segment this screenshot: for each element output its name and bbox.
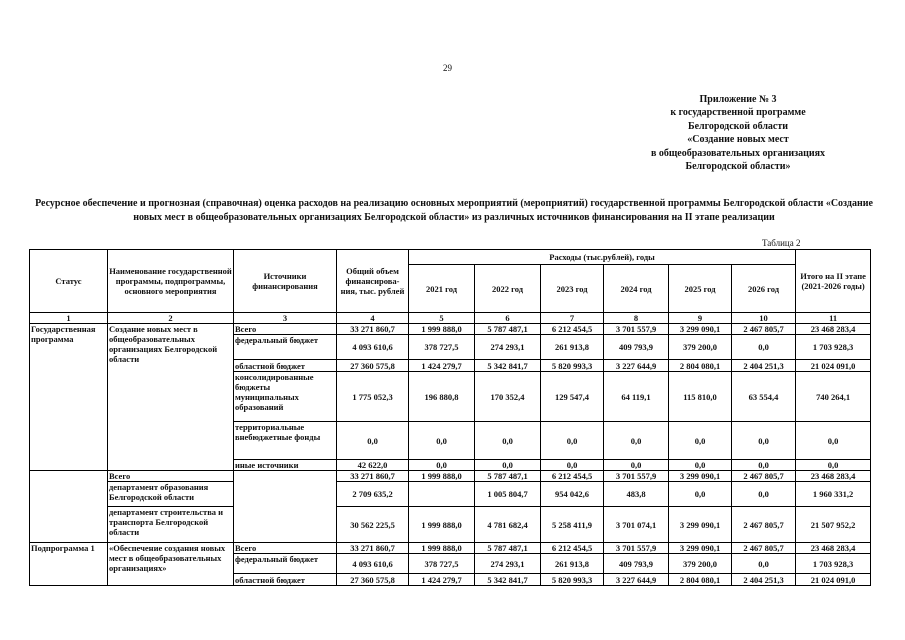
value-cell: 0,0 [604, 460, 669, 471]
value-cell: 1 424 279,7 [409, 360, 475, 372]
value-cell: 1 960 331,2 [796, 482, 871, 507]
executor-cell: Всего [108, 471, 234, 482]
document-title: Ресурсное обеспечение и прогнозная (справочная) оценка расходов на реализацию основных мероприятий (мероприятий) государственной программы Белгородской области «Создание новых мест в общеобразовательных организациях Белгородской области» из различных источников финансирования на II этапе реализации [35, 198, 873, 223]
table-row [30, 471, 871, 482]
value-cell: 27 360 575,8 [337, 360, 409, 372]
appendix-line: в общеобразовательных организациях [650, 147, 826, 159]
table-row [30, 324, 871, 335]
header-year: 2021 год [409, 265, 475, 313]
value-cell: 1 424 279,7 [409, 574, 475, 586]
value-cell: 1 703 928,3 [796, 335, 871, 360]
empty-source-cell [234, 471, 337, 543]
value-cell: 0,0 [732, 422, 796, 460]
value-cell: 21 507 952,2 [796, 507, 871, 543]
sub-name: «Обеспечение создания новых мест в общеобразовательных организациях» [108, 543, 234, 586]
gp-name: Создание новых мест в общеобразовательных организациях Белгородской области [108, 324, 234, 471]
value-cell: 1 775 052,3 [337, 372, 409, 422]
value-cell: 378 727,5 [409, 335, 475, 360]
header-sources: Источники финансирования [234, 250, 337, 313]
value-cell: 21 024 091,0 [796, 360, 871, 372]
value-cell: 4 093 610,6 [337, 554, 409, 574]
value-cell: 0,0 [409, 460, 475, 471]
column-number: 10 [732, 313, 796, 324]
value-cell: 1 999 888,0 [409, 507, 475, 543]
header-itog: Итого на II этапе (2021-2026 годы) [796, 250, 871, 313]
value-cell: 21 024 091,0 [796, 574, 871, 586]
value-cell: 5 258 411,9 [541, 507, 604, 543]
value-cell: 274 293,1 [475, 554, 541, 574]
header-row [30, 250, 871, 265]
value-cell: 1 999 888,0 [409, 543, 475, 554]
appendix-line: к государственной программе [670, 107, 806, 119]
header-year: 2026 год [732, 265, 796, 313]
value-cell: 0,0 [475, 460, 541, 471]
value-cell: 23 468 283,4 [796, 324, 871, 335]
value-cell: 3 701 557,9 [604, 324, 669, 335]
appendix-line: Приложение № 3 [699, 94, 777, 105]
value-cell: 0,0 [604, 422, 669, 460]
value-cell: 2 404 251,3 [732, 360, 796, 372]
executor-cell: департамент строительства и транспорта Белгородской области [108, 507, 234, 543]
source-cell: федеральный бюджет [234, 335, 337, 360]
value-cell: 196 880,8 [409, 372, 475, 422]
value-cell: 0,0 [732, 482, 796, 507]
column-number: 11 [796, 313, 871, 324]
value-cell: 1 999 888,0 [409, 471, 475, 482]
value-cell: 5 787 487,1 [475, 471, 541, 482]
value-cell: 30 562 225,5 [337, 507, 409, 543]
value-cell: 4 093 610,6 [337, 335, 409, 360]
header-status: Статус [30, 250, 108, 313]
value-cell: 740 264,1 [796, 372, 871, 422]
value-cell: 5 787 487,1 [475, 324, 541, 335]
appendix-line: Белгородской области [687, 120, 789, 132]
value-cell: 23 468 283,4 [796, 543, 871, 554]
value-cell: 2 467 805,7 [732, 507, 796, 543]
value-cell: 1 005 804,7 [475, 482, 541, 507]
value-cell: 3 299 090,1 [669, 471, 732, 482]
value-cell: 0,0 [732, 335, 796, 360]
value-cell: 3 227 644,9 [604, 360, 669, 372]
value-cell: 379 200,0 [669, 554, 732, 574]
value-cell: 129 547,4 [541, 372, 604, 422]
value-cell: 2 804 080,1 [669, 574, 732, 586]
value-cell: 274 293,1 [475, 335, 541, 360]
column-number: 5 [409, 313, 475, 324]
column-number-row [30, 313, 871, 324]
source-cell: иные источники [234, 460, 337, 471]
value-cell: 0,0 [541, 422, 604, 460]
value-cell: 0,0 [796, 460, 871, 471]
value-cell: 63 554,4 [732, 372, 796, 422]
column-number: 2 [108, 313, 234, 324]
value-cell: 2 709 635,2 [337, 482, 409, 507]
resource-table [29, 249, 871, 586]
value-cell: 1 703 928,3 [796, 554, 871, 574]
source-cell: территориальные внебюджетные фонды [234, 422, 337, 460]
column-number: 3 [234, 313, 337, 324]
value-cell: 33 271 860,7 [337, 324, 409, 335]
header-total: Общий объем финансирова-ния, тыс. рублей [337, 250, 409, 313]
header-name: Наименование государственной программы, подпрограммы, основного мероприятия [108, 250, 234, 313]
value-cell: 6 212 454,5 [541, 543, 604, 554]
header-year: 2025 год [669, 265, 732, 313]
value-cell: 6 212 454,5 [541, 324, 604, 335]
value-cell: 170 352,4 [475, 372, 541, 422]
source-cell: областной бюджет [234, 574, 337, 586]
column-number: 8 [604, 313, 669, 324]
value-cell: 3 701 557,9 [604, 471, 669, 482]
header-expenses: Расходы (тыс.рублей), годы [409, 250, 796, 265]
value-cell: 379 200,0 [669, 335, 732, 360]
value-cell: 6 212 454,5 [541, 471, 604, 482]
value-cell: 33 271 860,7 [337, 471, 409, 482]
value-cell: 23 468 283,4 [796, 471, 871, 482]
table-row [30, 543, 871, 554]
value-cell: 0,0 [337, 422, 409, 460]
executor-cell: департамент образования Белгородской области [108, 482, 234, 507]
value-cell: 2 804 080,1 [669, 360, 732, 372]
value-cell: 0,0 [409, 422, 475, 460]
value-cell: 2 467 805,7 [732, 324, 796, 335]
value-cell: 2 404 251,3 [732, 574, 796, 586]
value-cell: 378 727,5 [409, 554, 475, 574]
value-cell: 261 913,8 [541, 554, 604, 574]
table-row [30, 507, 871, 543]
value-cell: 3 299 090,1 [669, 543, 732, 554]
value-cell: 409 793,9 [604, 335, 669, 360]
value-cell: 0,0 [732, 554, 796, 574]
value-cell: 64 119,1 [604, 372, 669, 422]
value-cell: 261 913,8 [541, 335, 604, 360]
value-cell: 3 701 557,9 [604, 543, 669, 554]
value-cell: 2 467 805,7 [732, 471, 796, 482]
value-cell: 5 342 841,7 [475, 360, 541, 372]
appendix-block [618, 93, 858, 173]
value-cell: 5 820 993,3 [541, 574, 604, 586]
header-year: 2022 год [475, 265, 541, 313]
value-cell: 115 810,0 [669, 372, 732, 422]
column-number: 6 [475, 313, 541, 324]
header-year: 2024 год [604, 265, 669, 313]
table-label: Таблица 2 [762, 238, 801, 248]
source-cell: Всего [234, 543, 337, 554]
value-cell: 33 271 860,7 [337, 543, 409, 554]
appendix-line: «Создание новых мест [687, 134, 789, 146]
value-cell: 42 622,0 [337, 460, 409, 471]
sub-status: Подпрограмма 1 [30, 543, 108, 586]
value-cell: 5 342 841,7 [475, 574, 541, 586]
value-cell: 2 467 805,7 [732, 543, 796, 554]
value-cell: 0,0 [475, 422, 541, 460]
value-cell: 1 999 888,0 [409, 324, 475, 335]
value-cell: 5 787 487,1 [475, 543, 541, 554]
source-cell: областной бюджет [234, 360, 337, 372]
value-cell: 483,8 [604, 482, 669, 507]
value-cell: 3 701 074,1 [604, 507, 669, 543]
value-cell: 3 299 090,1 [669, 324, 732, 335]
table-row [30, 482, 871, 507]
page-number: 29 [443, 63, 452, 73]
column-number: 1 [30, 313, 108, 324]
source-cell: Всего [234, 324, 337, 335]
source-cell: консолидированные бюджеты муниципальных образований [234, 372, 337, 422]
value-cell: 0,0 [669, 422, 732, 460]
value-cell: 4 781 682,4 [475, 507, 541, 543]
value-cell: 3 227 644,9 [604, 574, 669, 586]
column-number: 9 [669, 313, 732, 324]
value-cell: 0,0 [669, 460, 732, 471]
empty-status-cell [30, 471, 108, 543]
header-year: 2023 год [541, 265, 604, 313]
value-cell: 954 042,6 [541, 482, 604, 507]
value-cell: 0,0 [732, 460, 796, 471]
value-cell: 3 299 090,1 [669, 507, 732, 543]
value-cell: 0,0 [669, 482, 732, 507]
column-number: 4 [337, 313, 409, 324]
value-cell: 0,0 [796, 422, 871, 460]
value-cell: 27 360 575,8 [337, 574, 409, 586]
value-cell: 5 820 993,3 [541, 360, 604, 372]
source-cell: федеральный бюджет [234, 554, 337, 574]
value-cell [409, 482, 475, 507]
appendix-line: Белгородской области» [685, 161, 791, 173]
value-cell: 0,0 [541, 460, 604, 471]
gp-status: Государственная программа [30, 324, 108, 471]
value-cell: 409 793,9 [604, 554, 669, 574]
column-number: 7 [541, 313, 604, 324]
